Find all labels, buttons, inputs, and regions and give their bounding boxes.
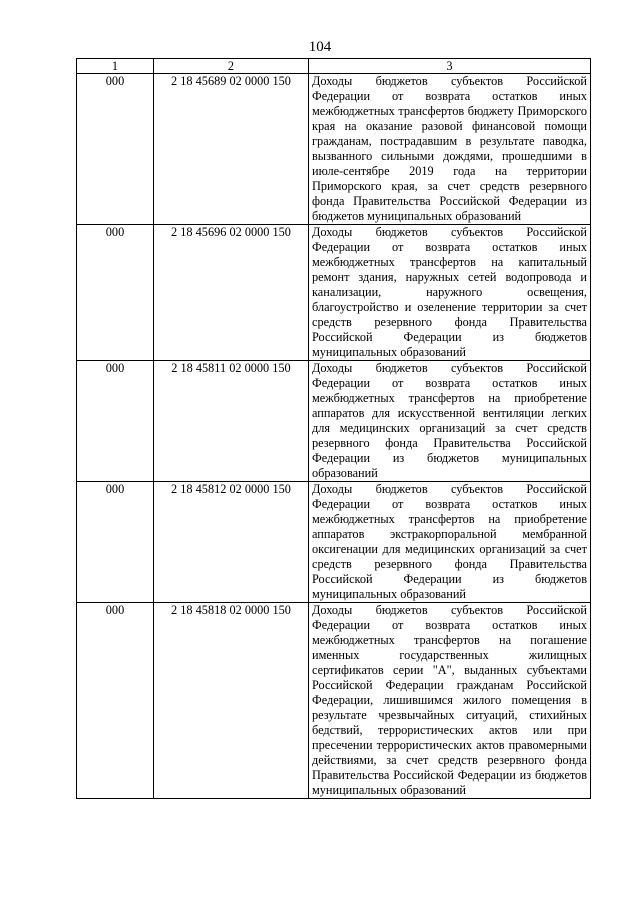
budget-code-cell: 2 18 45818 02 0000 150 bbox=[154, 603, 309, 799]
description-cell: Доходы бюджетов субъектов Российской Федерации от возврата остатков иных межбюджетных трансфертов на капитальный ремонт здания, наружных сетей водопровода и канализации, наружного освещения, благоустройство и озеленение территории за счет средств резервного фонда Правительства Российской Федерации из бюджетов муниципальных образований bbox=[309, 225, 591, 361]
admin-code-cell: 000 bbox=[77, 361, 154, 482]
description-cell: Доходы бюджетов субъектов Российской Федерации от возврата остатков иных межбюджетных трансфертов на приобретение аппаратов экстракорпоральной мембранной оксигенации для медицинских организаций за счет средств резервного фонда Правительства Российской Федерации из бюджетов муниципальных образований bbox=[309, 482, 591, 603]
admin-code-cell: 000 bbox=[77, 74, 154, 225]
table-row bbox=[77, 361, 591, 482]
description-cell: Доходы бюджетов субъектов Российской Федерации от возврата остатков иных межбюджетных трансфертов на погашение именных государственных жилищных сертификатов серии "А", выданных субъектами Российской Федерации гражданам Российской Федерации, лишившимся жилого помещения в результате чрезвычайных ситуаций, стихийных бедствий, террористических актов или при пресечении террористических актов правомерными действиями, за счет средств резервного фонда Правительства Российской Федерации из бюджетов муниципальных образований bbox=[309, 603, 591, 799]
admin-code-cell: 000 bbox=[77, 482, 154, 603]
header-cell-2: 2 bbox=[154, 59, 309, 74]
description-cell: Доходы бюджетов субъектов Российской Федерации от возврата остатков иных межбюджетных трансфертов бюджету Приморского края на оказание разовой финансовой помощи гражданам, пострадавшим в результате паводка, вызванного сильными дождями, прошедшими в июле-сентябре 2019 года на территории Приморского края, за счет средств резервного фонда Правительства Российской Федерации из бюджетов муниципальных образований bbox=[309, 74, 591, 225]
admin-code-cell: 000 bbox=[77, 225, 154, 361]
table-row bbox=[77, 74, 591, 225]
page-number: 104 bbox=[308, 39, 332, 55]
admin-code-cell: 000 bbox=[77, 603, 154, 799]
budget-code-cell: 2 18 45812 02 0000 150 bbox=[154, 482, 309, 603]
description-cell: Доходы бюджетов субъектов Российской Федерации от возврата остатков иных межбюджетных трансфертов на приобретение аппаратов для искусственной вентиляции легких для медицинских организаций за счет средств резервного фонда Правительства Российской Федерации из бюджетов муниципальных образований bbox=[309, 361, 591, 482]
header-cell-1: 1 bbox=[77, 59, 154, 74]
table-row bbox=[77, 482, 591, 603]
budget-code-cell: 2 18 45811 02 0000 150 bbox=[154, 361, 309, 482]
header-cell-3: 3 bbox=[309, 59, 591, 74]
budget-codes-table bbox=[76, 58, 591, 799]
table-row bbox=[77, 225, 591, 361]
table-row bbox=[77, 603, 591, 799]
table-header-row bbox=[77, 59, 591, 74]
budget-code-cell: 2 18 45696 02 0000 150 bbox=[154, 225, 309, 361]
budget-code-cell: 2 18 45689 02 0000 150 bbox=[154, 74, 309, 225]
